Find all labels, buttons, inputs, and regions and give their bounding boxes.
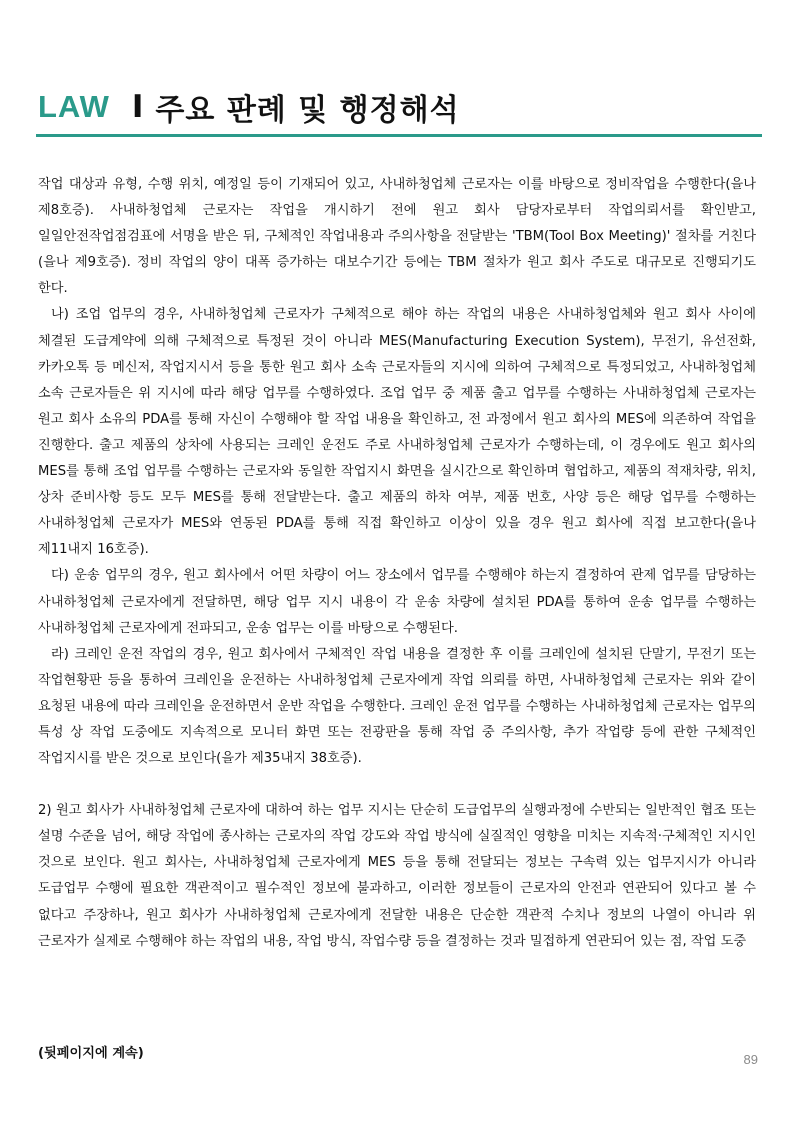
paragraph-operation: 나) 조업 업무의 경우, 사내하청업체 근로자가 구체적으로 해야 하는 작업의 내용은 사내하청업체와 원고 회사 사이에 체결된 도급계약에 의해 구체적으로 특정된 것이 아니라 MES(Manufacturing Execution System), 무전기, 유선전화, 카카오톡 등 메신저, 작업지시서 등을 통한 원고 회사 소속 근로자들의 지시에 의하여 구체적으로 특정되었고, 사내하청업체 소속 근로자들은 위 지시에 따라 해당 업무를 수행하였다. 조업 업무 중 제품 출고 업무를 수행하는 사내하청업체 근로자는 원고 회사 소유의 PDA를 통해 자신이 수행해야 할 작업 내용을 확인하고, 전 과정에서 원고 회사의 MES에 의존하여 작업을 진행한다. 출고 제품의 상차에 사용되는 크레인 운전도 주로 사내하청업체 근로자가 수행하는데, 이 경우에도 원고 회사의 MES를 통해 조업 업무를 수행하는 근로자와 동일한 작업지시 화면을 실시간으로 확인하며 협업하고, 제품의 적재차량, 위치, 상차 준비사항 등도 모두 MES를 통해 전달받는다. 출고 제품의 하차 여부, 제품 번호, 사양 등은 해당 업무를 수행하는 사내하청업체 근로자가 MES와 연동된 PDA를 통해 직접 확인하고 이상이 있을 경우 원고 회사에 직접 보고한다(을나 제11내지 16호증). (38, 307, 756, 558)
page-number: 89 (743, 1052, 758, 1067)
page-header (38, 86, 460, 128)
paragraph-crane: 라) 크레인 운전 작업의 경우, 원고 회사에서 구체적인 작업 내용을 결정한 후 이를 크레인에 설치된 단말기, 무전기 또는 작업현황판 등을 통하여 크레인을 운전하는 사내하청업체 근로자에게 작업 의뢰를 하면, 사내하청업체 근로자는 위와 같이 요청된 내용에 따라 크레인을 운전하면서 운반 작업을 수행한다. 크레인 운전 업무를 수행하는 사내하청업체 근로자는 업무의 특성 상 작업 도중에도 지속적으로 모니터 화면 또는 전광판을 통해 작업 중 주의사항, 추가 작업량 등에 관한 구체적인 작업지시를 받은 것으로 보인다(을가 제35내지 38호증). (38, 646, 756, 767)
paragraph-transport: 다) 운송 업무의 경우, 원고 회사에서 어떤 차량이 어느 장소에서 업무를 수행해야 하는지 결정하여 관제 업무를 담당하는 사내하청업체 근로자에게 전달하면, 해당 업무 지시 내용이 각 운송 차량에 설치된 PDA를 통하여 운송 업무를 수행하는 사내하청업체 근로자에게 전파되고, 운송 업무는 이를 바탕으로 수행된다. (38, 568, 756, 636)
section-label: LAW (38, 89, 110, 124)
title-separator: I (131, 89, 144, 125)
continued-note: (뒷페이지에 계속) (38, 1046, 144, 1061)
page-title: 주요 판례 및 행정해석 (155, 93, 460, 128)
header-divider (36, 134, 762, 137)
paragraph-instruction: 2) 원고 회사가 사내하청업체 근로자에 대하여 하는 업무 지시는 단순히 도급업무의 실행과정에 수반되는 일반적인 협조 또는 설명 수준을 넘어, 해당 작업에 종사하는 근로자의 작업 강도와 작업 방식에 실질적인 영향을 미치는 지속적·구체적인 지시인 것으로 보인다. 원고 회사는, 사내하청업체 근로자에게 MES 등을 통해 전달되는 정보는 구속력 있는 업무지시가 아니라 도급업무 수행에 필요한 객관적이고 필수적인 정보에 불과하고, 이러한 정보들이 근로자의 안전과 연관되어 있다고 볼 수 없다고 주장하나, 원고 회사가 사내하청업체 근로자에게 전달한 내용은 단순한 객관적 수치나 정보의 나열이 아니라 위 근로자가 실제로 수행해야 하는 작업의 내용, 작업 방식, 작업수량 등을 결정하는 것과 밀접하게 연관되어 있는 점, 작업 도중 (38, 803, 756, 949)
paragraph-intro: 작업 대상과 유형, 수행 위치, 예정일 등이 기재되어 있고, 사내하청업체 근로자는 이를 바탕으로 정비작업을 수행한다(을나 제8호증). 사내하청업체 근로자는 작업을 개시하기 전에 원고 회사 담당자로부터 작업의뢰서를 확인받고, 일일안전작업점검표에 서명을 받은 뒤, 구체적인 작업내용과 주의사항을 전달받는 'TBM(Tool Box Meeting)' 절차를 거친다(을나 제9호증). 정비 작업의 양이 대폭 증가하는 대보수기간 등에는 TBM 절차가 원고 회사 주도로 대규모로 진행되기도 한다. (38, 177, 756, 297)
document-body (38, 172, 756, 955)
